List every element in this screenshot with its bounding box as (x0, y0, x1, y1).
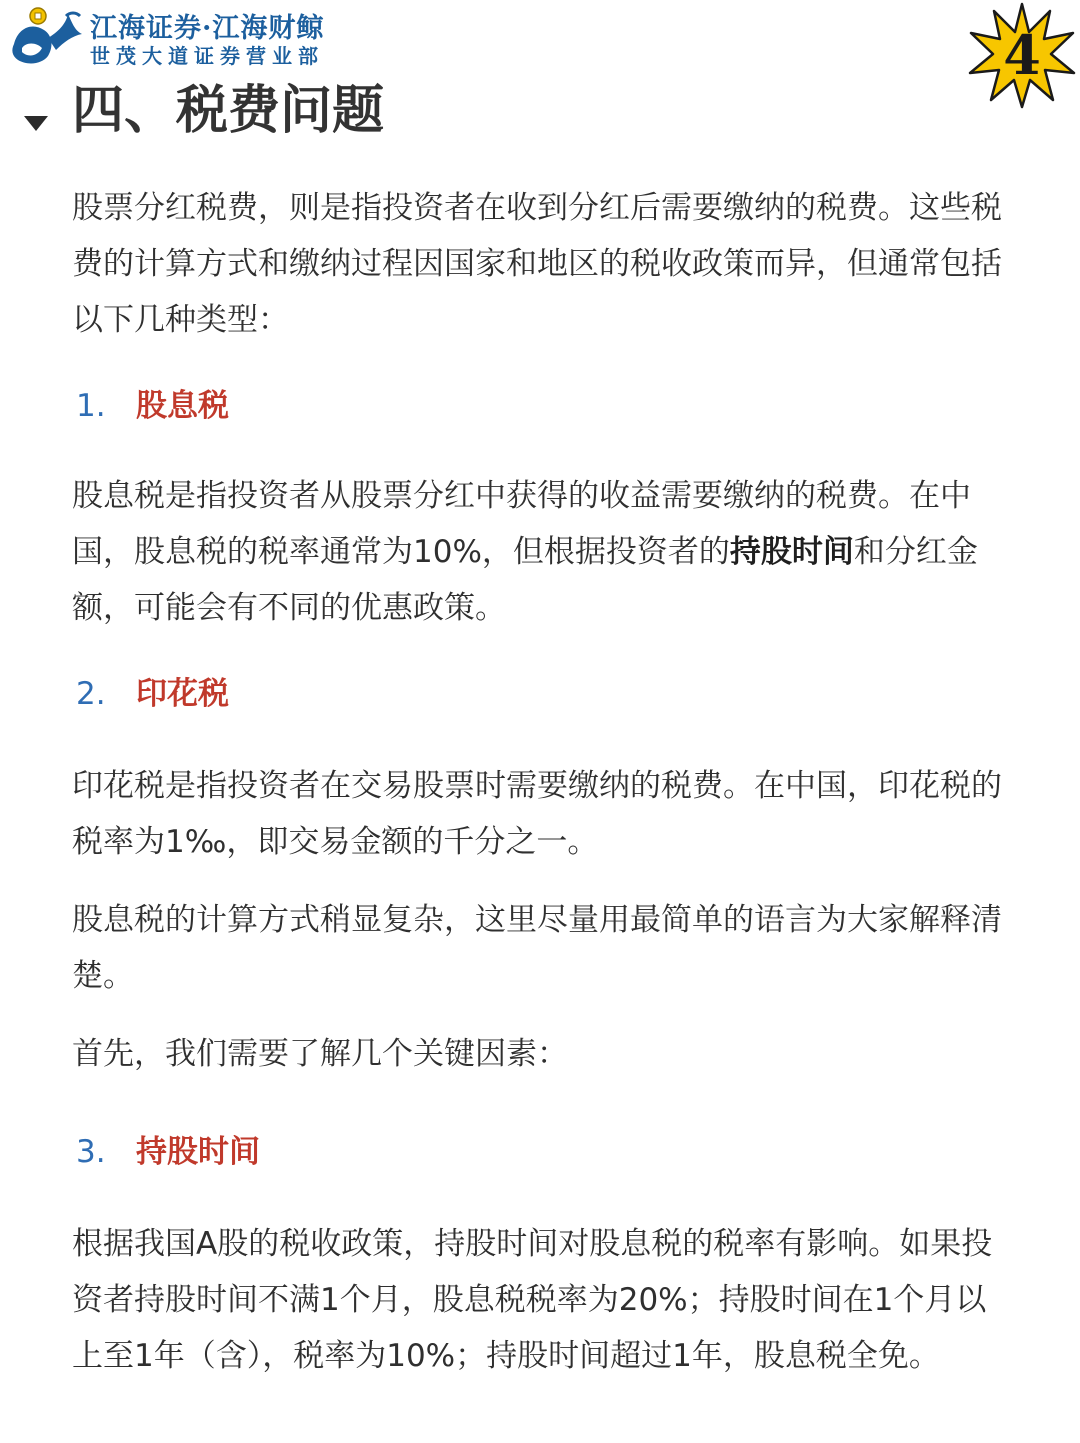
key-factors-paragraph: 首先，我们需要了解几个关键因素： (72, 1036, 568, 1072)
section-title: 四、税费问题 (72, 81, 385, 141)
brand-name: 江海证券·江海财鲸 (90, 13, 325, 44)
page-number-badge: 4 (1003, 23, 1041, 87)
whale-logo-icon (8, 4, 88, 70)
dividend-tax-text-a: 股息税是指投资者从股票分红中获得的收益需要缴纳的税费。在中国，股息税的税率通常为10%，但根据投资者的 (72, 478, 971, 570)
holding-period-paragraph: 根据我国A股的税收政策，持股时间对股息税的税率有影响。如果投资者持股时间不满1个月，股息税税率为20%；持股时间在1个月以上至1年（含），税率为10%；持股时间超过1年，股息税全免。 (72, 1226, 993, 1374)
item-title: 股息税 (136, 388, 229, 424)
item-title: 印花税 (136, 676, 229, 712)
branch-name: 世茂大道证券营业部 (90, 44, 324, 68)
calc-intro-paragraph: 股息税的计算方式稍显复杂，这里尽量用最简单的语言为大家解释清楚。 (72, 902, 1002, 994)
dividend-tax-paragraph (72, 468, 1012, 636)
intro-paragraph: 股票分红税费，则是指投资者在收到分红后需要缴纳的税费。这些税费的计算方式和缴纳过程因国家和地区的税收政策而异，但通常包括以下几种类型： (72, 190, 1002, 338)
collapse-toggle-icon[interactable] (24, 116, 48, 131)
item-number: 3. (76, 1134, 106, 1170)
dividend-tax-text-b: 和分红金额，可能会有不同的优惠政策。 (72, 534, 978, 626)
holding-time-emphasis: 持股时间 (729, 534, 854, 570)
item-number: 2. (76, 676, 106, 712)
stamp-tax-paragraph: 印花税是指投资者在交易股票时需要缴纳的税费。在中国，印花税的税率为1‰，即交易金额的千分之一。 (72, 768, 1002, 860)
item-title: 持股时间 (136, 1134, 260, 1170)
item-number: 1. (76, 388, 106, 424)
